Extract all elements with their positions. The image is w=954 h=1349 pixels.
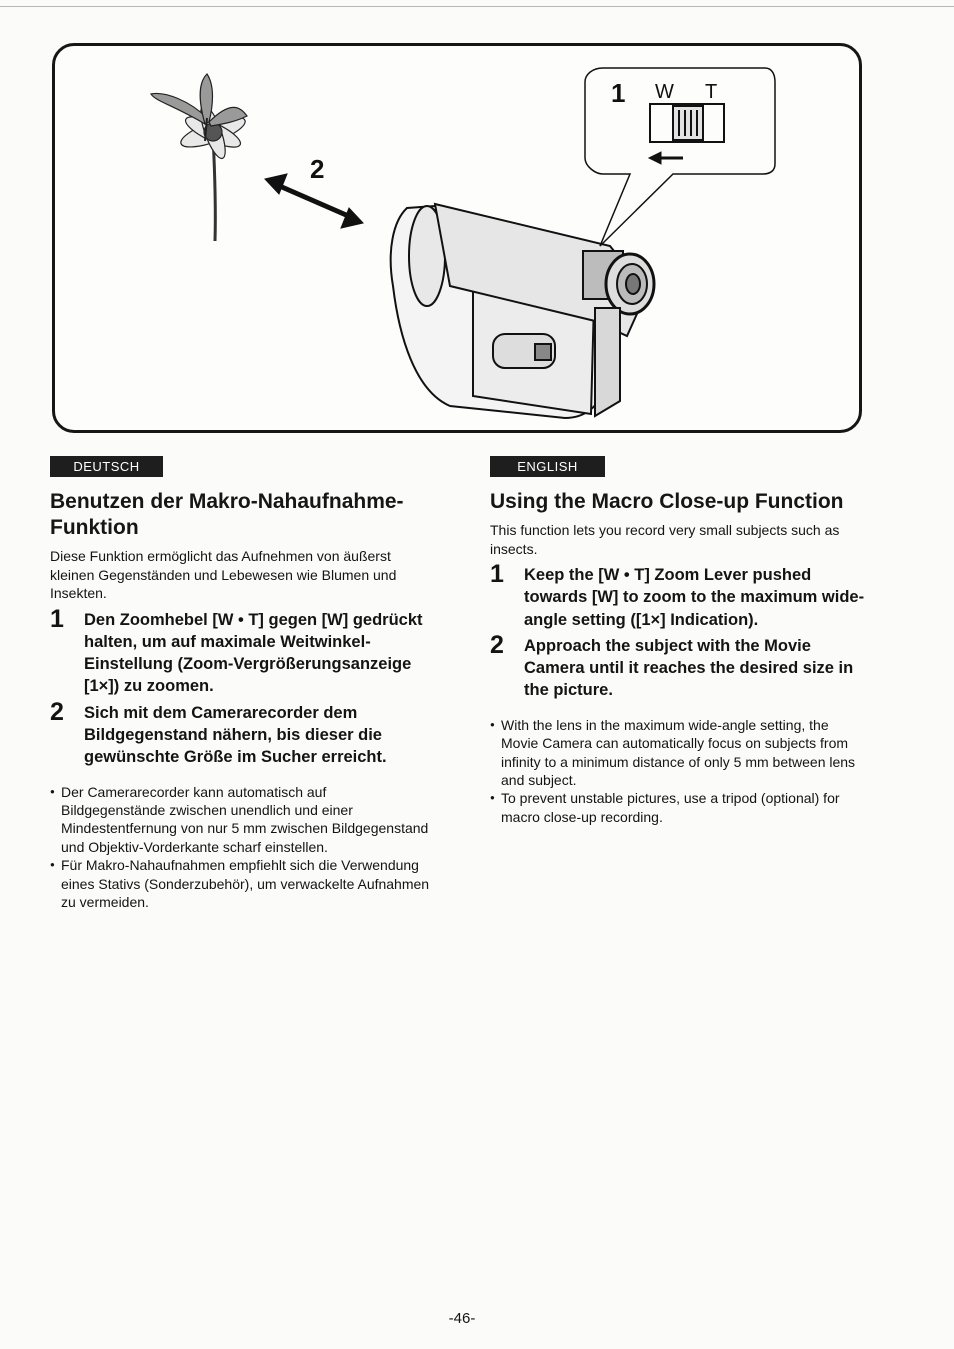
deutsch-column <box>50 456 430 911</box>
step-item <box>50 604 430 698</box>
zoom-t-label: T <box>705 81 718 103</box>
step-1-label: 1 <box>611 78 626 108</box>
intro-text: Diese Funktion ermöglicht das Aufnehmen von äußerst kleinen Gegenständen und Lebewesen wie Blumen und Insekten. <box>50 548 397 601</box>
section-title: Benutzen der Makro-Nahaufnahme-Funktion <box>50 490 404 539</box>
page-number: -46- <box>448 1310 476 1327</box>
note-item: ● Der Camerarecorder kann automatisch auf Bildgegenstände zwischen unendlich und einer Mindestentfernung von nur 5 mm zwischen Bildgegenstand und Objektiv-Vorderkante scharf einstellen. <box>50 783 430 857</box>
camcorder-icon <box>391 204 654 418</box>
note-item: ● Für Makro-Nahaufnahmen empfiehlt sich die Verwendung eines Stativs (Sonderzubehör), um verwackelte Aufnahmen zu vermeiden. <box>50 856 430 911</box>
step-text: Approach the subject with the Movie Camera until it reaches the desired size in the picture. <box>524 636 854 700</box>
section-title: Using the Macro Close-up Function <box>490 490 844 513</box>
english-column <box>490 456 865 826</box>
language-tag: ENGLISH <box>490 456 605 477</box>
step-item <box>490 630 865 702</box>
step-item <box>490 560 865 631</box>
note-item: ● To prevent unstable pictures, use a tripod (optional) for macro close-up recording. <box>490 789 865 826</box>
intro-text: This function lets you record very small subjects such as insects. <box>490 522 840 557</box>
illustration <box>55 46 862 433</box>
note-item: ● With the lens in the maximum wide-angle setting, the Movie Camera can automatically focus on subjects from infinity to a minimum distance of only 5 mm between lens and subject. <box>490 716 865 790</box>
step-number: 1 <box>50 604 64 633</box>
zoom-w-label: W <box>655 81 674 103</box>
illustration-frame <box>52 43 862 433</box>
step-number: 2 <box>50 697 64 726</box>
language-tag: DEUTSCH <box>50 456 163 477</box>
step-text: Keep the [W • T] Zoom Lever pushed towards [W] to zoom to the maximum wide-angle setting ([1×] Indication). <box>524 566 865 629</box>
step-text: Sich mit dem Camerarecorder dem Bildgegenstand nähern, bis dieser die gewünschte Größe im Sucher erreicht. <box>84 703 387 767</box>
top-rule <box>0 6 954 7</box>
notes-list <box>50 783 430 912</box>
step-text: Den Zoomhebel [W • T] gegen [W] gedrückt halten, um auf maximale Weitwinkel-Einstellung (Zoom-Vergrößerungsanzeige [1×]) zu zoomen. <box>84 610 423 696</box>
step-item <box>50 697 430 769</box>
notes-list <box>490 716 865 826</box>
step-2-label: 2 <box>310 154 325 184</box>
step-number: 2 <box>490 630 504 659</box>
step-number: 1 <box>490 560 504 588</box>
